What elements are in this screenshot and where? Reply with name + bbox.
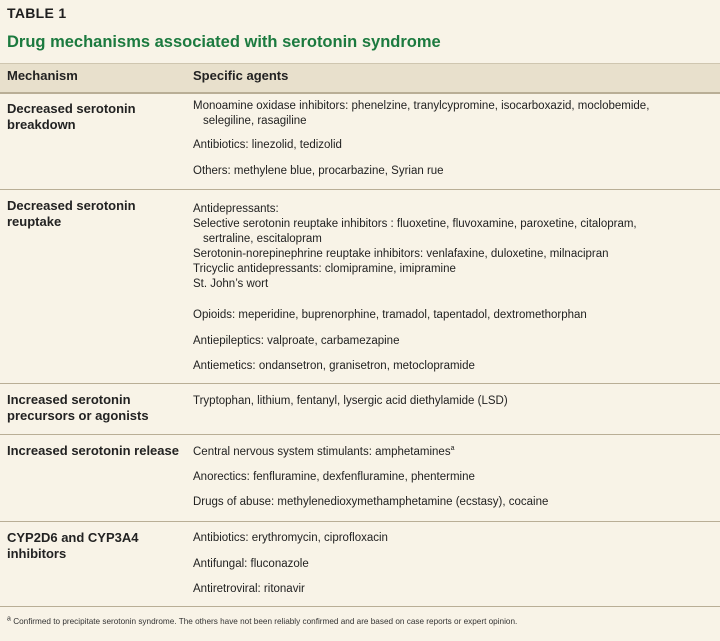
agent-line bbox=[193, 495, 548, 510]
agent-text: Drugs of abuse: methylenedioxymethamphetamine (ecstasy), cocaine bbox=[193, 496, 549, 508]
table-section bbox=[0, 384, 720, 435]
agent-line bbox=[193, 470, 475, 485]
agent-text: Antibiotics: linezolid, tedizolid bbox=[193, 139, 342, 151]
agent-line bbox=[193, 262, 456, 277]
agent-text: St. John’s wort bbox=[193, 278, 269, 290]
agent-text: Serotonin-norepinephrine reuptake inhibitors: venlafaxine, duloxetine, milnacipran bbox=[193, 248, 609, 260]
agent-text: selegiline, rasagiline bbox=[203, 115, 307, 127]
agent-line bbox=[193, 582, 305, 597]
mechanism-column-header: Mechanism bbox=[7, 68, 78, 83]
mechanism-cell: Decreased serotonin breakdown bbox=[7, 101, 136, 132]
agent-line bbox=[193, 217, 637, 232]
agent-text: Antiretroviral: ritonavir bbox=[193, 583, 305, 595]
agent-line bbox=[193, 232, 322, 247]
agent-line bbox=[193, 445, 454, 460]
agent-text: Anorectics: fenfluramine, dexfenfluramine, phentermine bbox=[193, 471, 475, 483]
agents-column-header: Specific agents bbox=[193, 68, 289, 83]
footnote-text: Confirmed to precipitate serotonin syndrome. The others have not been reliably confirmed and are based on case reports or expert opinion. bbox=[13, 617, 518, 626]
agent-text: Antifungal: fluconazole bbox=[193, 558, 309, 570]
footnote-marker: a bbox=[7, 615, 11, 623]
agent-line bbox=[193, 114, 307, 129]
agent-line bbox=[193, 308, 587, 323]
table-section bbox=[0, 522, 720, 606]
agent-line bbox=[193, 202, 279, 217]
agent-line bbox=[193, 359, 475, 374]
agent-text: Others: methylene blue, procarbazine, Syrian rue bbox=[193, 165, 444, 177]
agent-text: Antidepressants: bbox=[193, 203, 279, 215]
table-section bbox=[0, 93, 720, 190]
agent-line bbox=[193, 557, 309, 572]
mechanism-cell: CYP2D6 and CYP3A4 inhibitors bbox=[7, 530, 139, 561]
mechanism-cell: Increased serotonin release bbox=[7, 443, 179, 458]
agent-text: Antiemetics: ondansetron, granisetron, metoclopramide bbox=[193, 360, 475, 372]
column-header-row bbox=[0, 63, 720, 94]
table-section bbox=[0, 190, 720, 384]
table-label: TABLE 1 bbox=[7, 5, 67, 21]
agent-line bbox=[193, 247, 609, 262]
mechanism-cell: Increased serotonin precursors or agonists bbox=[7, 392, 149, 423]
mechanism-cell: Decreased serotonin reuptake bbox=[7, 198, 136, 229]
agent-line bbox=[193, 138, 342, 153]
agent-line bbox=[193, 531, 388, 546]
agent-text: Central nervous system stimulants: amphetamines bbox=[193, 446, 451, 458]
agent-text: Antiepileptics: valproate, carbamezapine bbox=[193, 335, 400, 347]
agent-line bbox=[193, 394, 508, 409]
agent-text: sertraline, escitalopram bbox=[203, 233, 322, 245]
agent-text: Monoamine oxidase inhibitors: phenelzine, tranylcypromine, isocarboxazid, moclobemide, bbox=[193, 100, 650, 112]
footnote-marker: a bbox=[450, 445, 455, 453]
agent-text: Selective serotonin reuptake inhibitors : fluoxetine, fluvoxamine, paroxetine, citalopram, bbox=[193, 218, 637, 230]
table-section bbox=[0, 435, 720, 522]
footnote-divider bbox=[0, 606, 720, 607]
agent-line bbox=[193, 277, 268, 292]
agent-text: Tricyclic antidepressants: clomipramine, imipramine bbox=[193, 263, 456, 275]
table-title: Drug mechanisms associated with serotonin syndrome bbox=[7, 33, 441, 51]
agent-line bbox=[193, 164, 444, 179]
agent-text: Tryptophan, lithium, fentanyl, lysergic acid diethylamide (LSD) bbox=[193, 395, 508, 407]
agent-text: Opioids: meperidine, buprenorphine, tramadol, tapentadol, dextromethorphan bbox=[193, 309, 587, 321]
agent-line bbox=[193, 99, 649, 114]
agent-text: Antibiotics: erythromycin, ciprofloxacin bbox=[193, 532, 388, 544]
footnote bbox=[7, 617, 517, 626]
agent-line bbox=[193, 334, 399, 349]
